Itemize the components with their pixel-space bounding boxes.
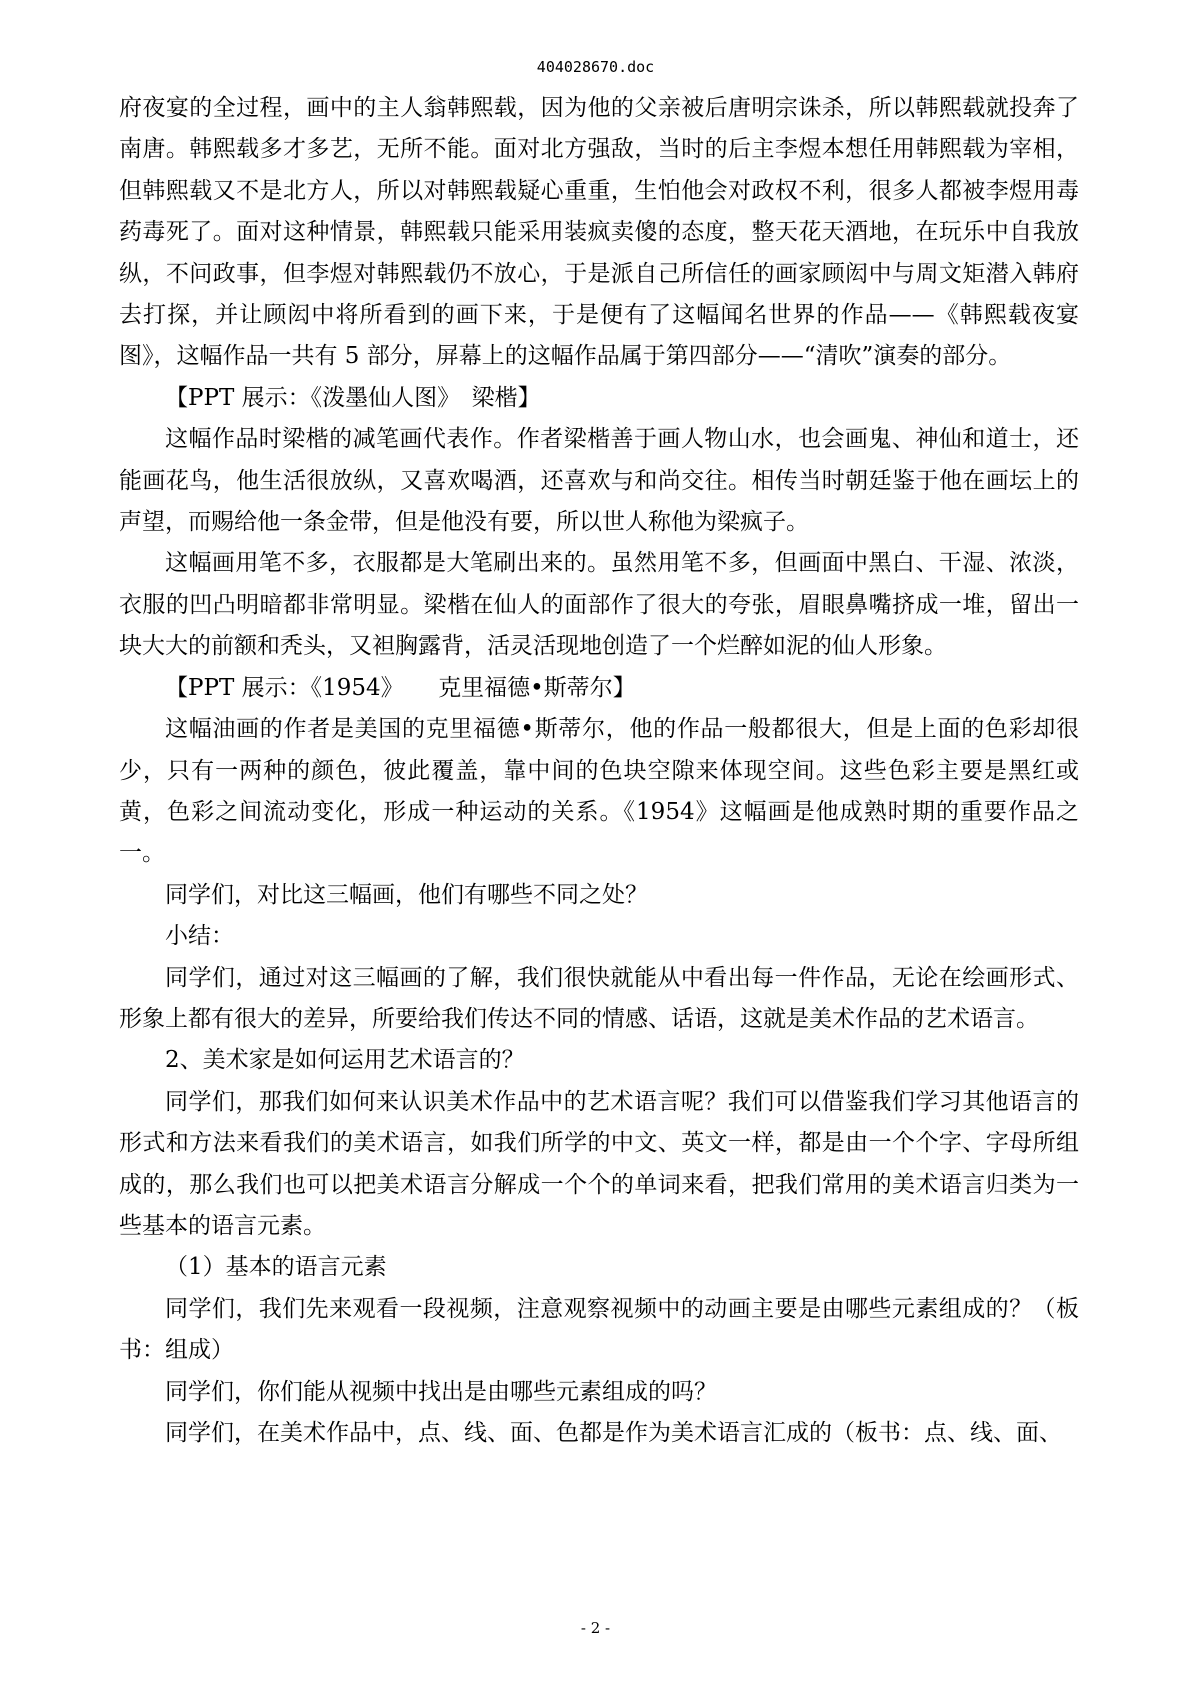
paragraph-still: 这幅油画的作者是美国的克里福德•斯蒂尔，他的作品一般都很大，但是上面的色彩却很少，只有一两种的颜色，彼此覆盖，靠中间的色块空隙来体现空间。这些色彩主要是黑红或黄，色彩之间流动变化，形成一种运动的关系。《1954》这幅画是他成熟时期的重要作品之一。	[119, 716, 1079, 867]
ppt-heading-liangkai: 【PPT 展示：《泼墨仙人图》 梁楷】	[165, 384, 541, 411]
paragraph-summary-label: 小结：	[165, 923, 234, 950]
paragraph-liangkai-brushwork: 这幅画用笔不多，衣服都是大笔刷出来的。虽然用笔不多，但画面中黑白、干湿、浓淡，衣服的凹凸明暗都非常明显。梁楷在仙人的面部作了很大的夸张，眉眼鼻嘴挤成一堆，留出一块大大的前额和秃头，又袒胸露背，活灵活现地创造了一个烂醉如泥的仙人形象。	[119, 550, 1079, 660]
paragraph-liangkai-intro: 这幅作品时梁楷的减笔画代表作。作者梁楷善于画人物山水，也会画鬼、神仙和道士，还能画花鸟，他生活很放纵，又喜欢喝酒，还喜欢与和尚交往。相传当时朝廷鉴于他在画坛上的声望，而赐给他一条金带，但是他没有要，所以世人称他为梁疯子。	[119, 426, 1079, 536]
paragraph-summary: 同学们，通过对这三幅画的了解，我们很快就能从中看出每一件作品，无论在绘画形式、形象上都有很大的差异，所要给我们传达不同的情感、话语，这就是美术作品的艺术语言。	[119, 964, 1079, 1032]
page-number: - 2 -	[580, 1619, 611, 1637]
subsection-heading-1: （1）基本的语言元素	[165, 1254, 387, 1281]
paragraph-video: 同学们，我们先来观看一段视频，注意观察视频中的动画主要是由哪些元素组成的？（板书：组成）	[119, 1295, 1079, 1364]
paragraph-video-question: 同学们，你们能从视频中找出是由哪些元素组成的吗？	[165, 1378, 717, 1405]
ppt-heading-still: 【PPT 展示：《1954》 克里福德•斯蒂尔】	[165, 674, 636, 701]
page-header-filename: 404028670.doc	[536, 58, 655, 76]
document-body	[119, 88, 1079, 1454]
paragraph-elements: 同学们，在美术作品中，点、线、面、色都是作为美术语言汇成的（板书：点、线、面、	[165, 1420, 1062, 1446]
section-heading-2: 2、美术家是如何运用艺术语言的？	[165, 1047, 525, 1074]
paragraph-compare-question: 同学们，对比这三幅画，他们有哪些不同之处？	[165, 881, 648, 908]
paragraph-han-xizai: 府夜宴的全过程，画中的主人翁韩熙载，因为他的父亲被后唐明宗诛杀，所以韩熙载就投奔了南唐。韩熙载多才多艺，无所不能。面对北方强敌，当时的后主李煜本想任用韩熙载为宰相，但韩熙载又不是北方人，所以对韩熙载疑心重重，生怕他会对政权不利，很多人都被李煜用毒药毒死了。面对这种情景，韩熙载只能采用装疯卖傻的态度，整天花天酒地，在玩乐中自我放纵，不问政事，但李煜对韩熙载仍不放心，于是派自己所信任的画家顾闳中与周文矩潜入韩府去打探，并让顾闳中将所看到的画下来，于是便有了这幅闻名世界的作品——《韩熙载夜宴图》，这幅作品一共有 5 部分，屏幕上的这幅作品属于第四部分——“清吹”演奏的部分。	[119, 95, 1079, 370]
paragraph-art-language: 同学们，那我们如何来认识美术作品中的艺术语言呢？我们可以借鉴我们学习其他语言的形式和方法来看我们的美术语言，如我们所学的中文、英文一样，都是由一个个字、字母所组成的，那么我们也可以把美术语言分解成一个个的单词来看，把我们常用的美术语言归类为一些基本的语言元素。	[119, 1088, 1079, 1239]
